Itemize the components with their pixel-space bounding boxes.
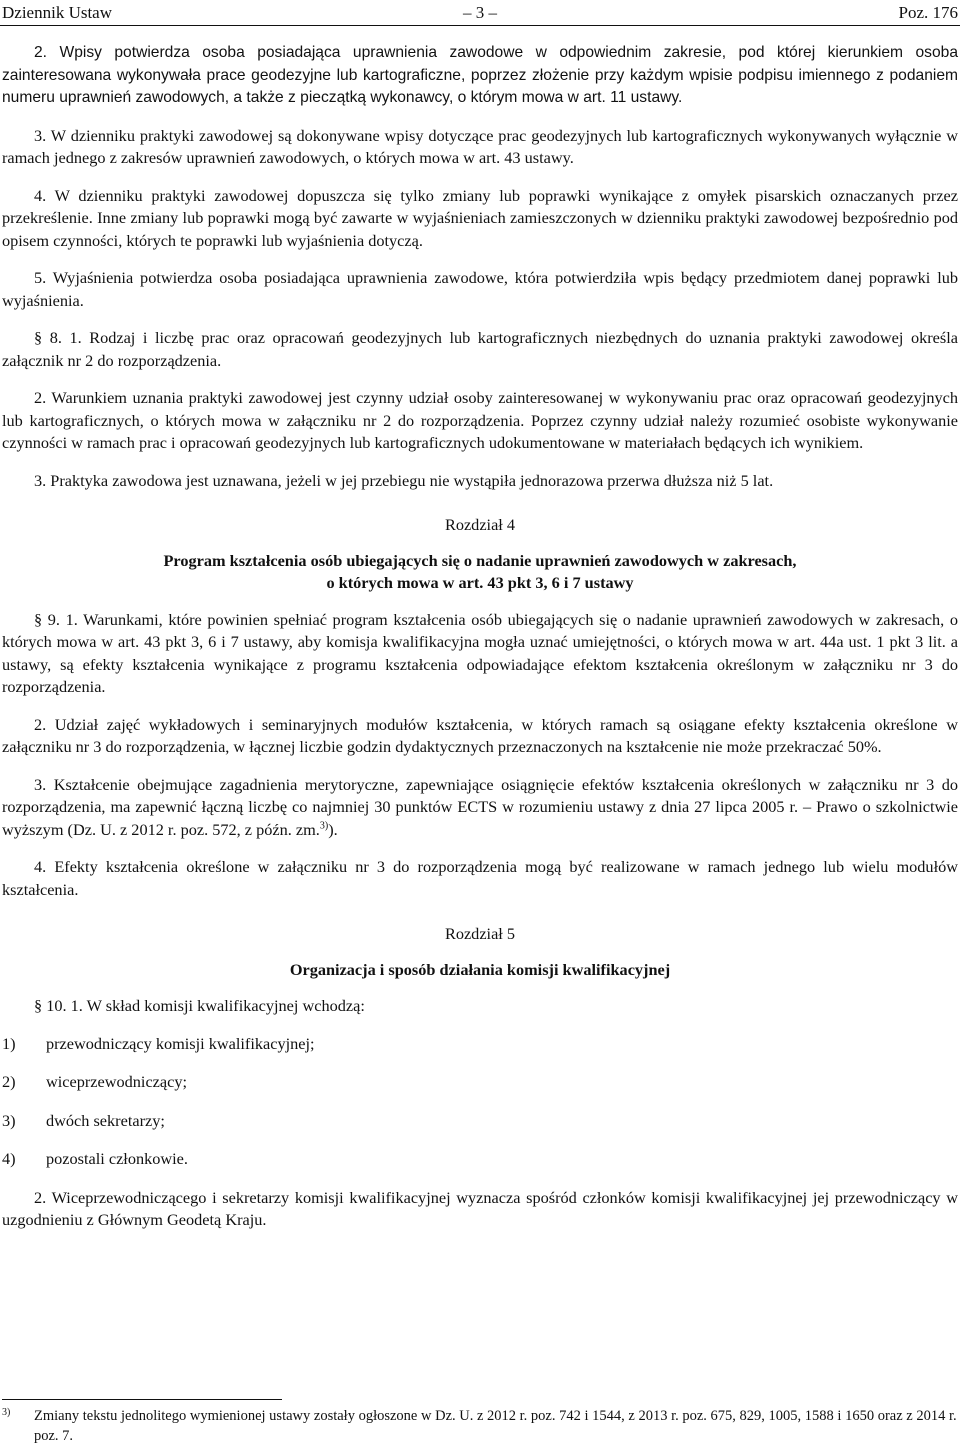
paragraph-9-3-end: ). (328, 819, 338, 839)
chapter-4-label: Rozdział 4 (444, 515, 516, 534)
footnote (2, 1406, 958, 1446)
commission-members-list (2, 1033, 958, 1171)
paragraph-9-4: 4. Efekty kształcenia określone w załączniku nr 3 do rozporządzenia mogą być realizowane w ramach jednego lub wielu modułów kształcenia. (2, 857, 958, 899)
footnote-ref: 3) (319, 820, 329, 832)
list-item (2, 1148, 958, 1171)
footnote-rule (2, 1399, 282, 1400)
footnote-text: Zmiany tekstu jednolitego wymienionej ustawy zostały ogłoszone w Dz. U. z 2012 r. poz. 742 i 1544, z 2013 r. poz. 675, 829, 1005, 1588 i 1650 oraz z 2014 r. poz. 7. (34, 1408, 957, 1444)
list-item-text: przewodniczący komisji kwalifikacyjnej; (46, 1033, 315, 1053)
paragraph-10-1: § 10. 1. W skład komisji kwalifikacyjnej wchodzą: (34, 996, 365, 1015)
page-header (0, 0, 960, 26)
chapter-5-title: Organizacja i sposób działania komisji kwalifikacyjnej (289, 959, 671, 979)
page-number: – 3 – (463, 3, 497, 22)
list-item (2, 1033, 958, 1056)
paragraph-9-3-text: 3. Kształcenie obejmujące zagadnienia merytoryczne, zapewniające osiągnięcie efektów kształcenia określonych w załączniku nr 3 do rozporządzenia, ma zapewnić łączną liczbę co najmniej 30 punktów ECTS w rozumieniu ustawy z dnia 27 lipca 2005 r. – Prawo o szkolnictwie wyższym (Dz. U. z 2012 r. poz. 572, z późn. zm. (2, 774, 958, 839)
list-item-number: 3) (2, 1110, 16, 1130)
paragraph-7-3: 3. W dzienniku praktyki zawodowej są dokonywane wpisy dotyczące prac geodezyjnych lub kartograficznych wykonywanych wyłącznie w ramach jednego z zakresów uprawnień zawodowych, o których mowa w art. 43 ustawy. (2, 125, 958, 167)
paragraph-7-2: 2. Wpisy potwierdza osoba posiadająca uprawnienia zawodowe w odpowiednim zakresie, pod której kierunkiem osoba zainteresowana wykonywała prace geodezyjne lub kartograficzne, poprzez złożenie przy każdym wpisie podpisu imiennego z podaniem numeru uprawnień zawodowych, a także z pieczątką wykonawcy, o którym mowa w art. 11 ustawy. (2, 44, 958, 106)
list-item (2, 1110, 958, 1133)
chapter-5-label: Rozdział 5 (444, 924, 516, 943)
paragraph-8-2: 2. Warunkiem uznania praktyki zawodowej jest czynny udział osoby zainteresowanej w wykonywaniu prac oraz opracowań geodezyjnych lub kartograficznych, o których mowa w załączniku nr 2 do rozporządzenia. Poprzez czynny udział należy rozumieć osobiste wykonywanie czynności w ramach prac i opracowań geodezyjnych lub kartograficznych udokumentowane w materiałach będących ich wynikiem. (2, 388, 958, 452)
footnote-mark: 3) (2, 1407, 11, 1418)
list-item-text: wiceprzewodniczący; (46, 1072, 188, 1091)
paragraph-10-2: 2. Wiceprzewodniczącego i sekretarzy komisji kwalifikacyjnej wyznacza spośród członków komisji kwalifikacyjnej jej przewodniczący w uzgodnieniu z Głównym Geodetą Kraju. (2, 1187, 958, 1229)
header-rule (0, 25, 960, 26)
document-body (2, 42, 958, 1247)
paragraph-8-1: § 8. 1. Rodzaj i liczbę prac oraz opracowań geodezyjnych lub kartograficznych niezbędnych do uznania praktyki zawodowej określa załącznik nr 2 do rozporządzenia. (2, 328, 958, 370)
paragraph-7-5: 5. Wyjaśnienia potwierdza osoba posiadająca uprawnienia zawodowe, która potwierdziła wpis będący przedmiotem danej poprawki lub wyjaśnienia. (2, 268, 958, 310)
chapter-4-title-line-2: o których mowa w art. 43 pkt 3, 6 i 7 ustawy (326, 573, 634, 592)
list-item (2, 1071, 958, 1094)
list-item-text: pozostali członkowie. (46, 1149, 188, 1168)
paragraph-9-1: § 9. 1. Warunkami, które powinien spełniać program kształcenia osób ubiegających się o nadanie uprawnień zawodowych w zakresach, o których mowa w art. 43 pkt 3, 6 i 7 ustawy, aby komisja kwalifikacyjna mogła uznać umiejętności, o których mowa w art. 44a ust. 1 pkt 3 lit. a ustawy, są efekty kształcenia wynikające z programu kształcenia odpowiadające efektom kształcenia określonym w załączniku nr 3 do rozporządzenia. (2, 609, 958, 696)
list-item-text: dwóch sekretarzy; (46, 1110, 165, 1130)
chapter-4-title-line-1: Program kształcenia osób ubiegających się o nadanie uprawnień zawodowych w zakresach, (163, 550, 797, 570)
position-number: Poz. 176 (898, 3, 958, 22)
paragraph-9-2: 2. Udział zajęć wykładowych i seminaryjnych modułów kształcenia, w których ramach są osiągane efekty kształcenia określone w załączniku nr 3 do rozporządzenia, w łącznej liczbie godzin dydaktycznych przeznaczonych na kształcenie nie może przekraczać 50%. (2, 714, 958, 756)
list-item-number: 1) (2, 1033, 16, 1053)
paragraph-8-3: 3. Praktyka zawodowa jest uznawana, jeżeli w jej przebiegu nie wystąpiła jednorazowa przerwa dłuższa niż 5 lat. (34, 470, 774, 490)
paragraph-9-3 (2, 774, 958, 842)
list-item-number: 2) (2, 1072, 16, 1091)
journal-title: Dziennik Ustaw (2, 3, 113, 22)
list-item-number: 4) (2, 1149, 16, 1168)
chapter-4-title (2, 550, 958, 595)
paragraph-7-4: 4. W dzienniku praktyki zawodowej dopuszcza się tylko zmiany lub poprawki wynikające z omyłek pisarskich oznaczanych przez przekreślenie. Inne zmiany lub poprawki mogą być zawarte w wyjaśnieniach zamieszczonych w dzienniku praktyki zawodowej bezpośrednio pod opisem czynności, których te poprawki lub wyjaśnienia dotyczą. (2, 185, 958, 250)
